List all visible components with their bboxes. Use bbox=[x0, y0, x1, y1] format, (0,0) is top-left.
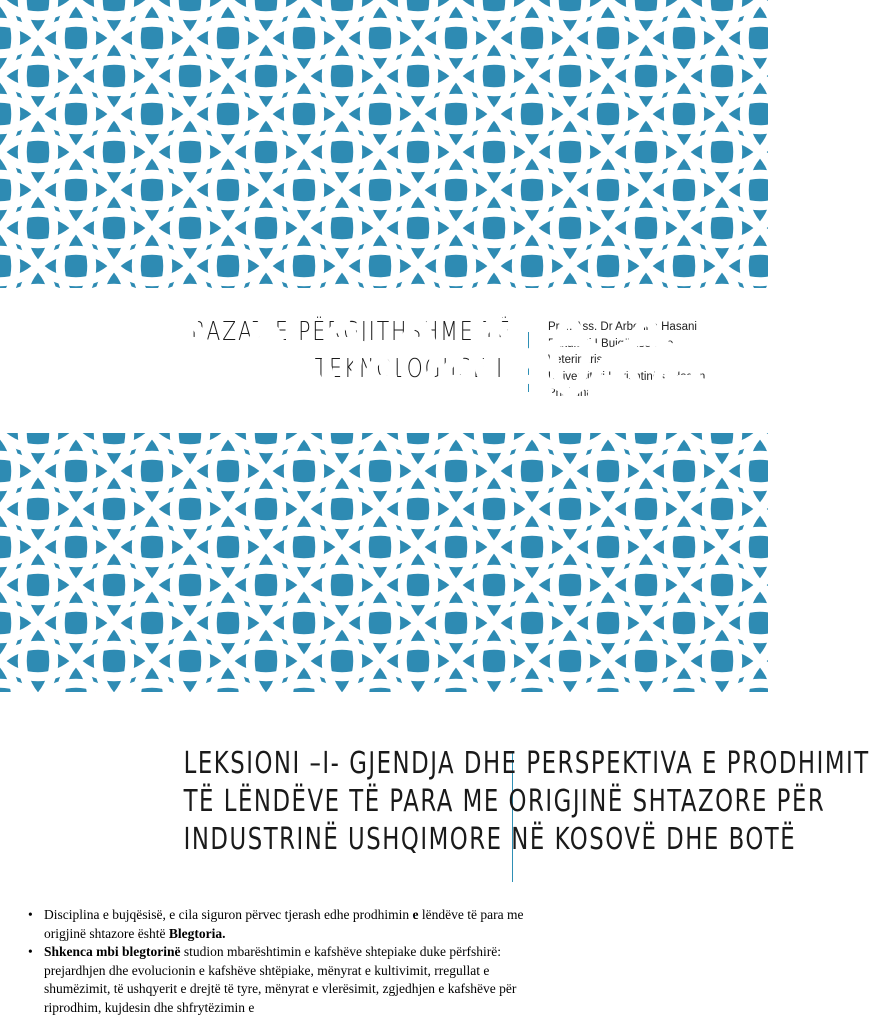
author-line-1: Prof. Ass. Dr Arbenita Hasani bbox=[548, 321, 697, 333]
bullet-item: • Disciplina e bujqësisë, e cila siguron përvec tjerash edhe prodhimin e lëndëve të para me origjinë shtazore është Blegtoria. bbox=[26, 906, 546, 943]
lesson-line-1: LEKSIONI –I- GJENDJA DHE PERSPEKTIVA E PRODHIMIT bbox=[183, 746, 870, 781]
author-line-5: Prishtina: bbox=[548, 387, 596, 399]
title-line-1: BAZAT E PËRGJITHSHME TË bbox=[191, 317, 512, 347]
decorative-pattern-middle bbox=[0, 433, 768, 692]
lesson-line-3: INDUSTRINË USHQIMORE NË KOSOVË DHE BOTË bbox=[183, 822, 797, 857]
bullet-item: • Shkenca mbi blegtorinë studion mbarështimin e kafshëve shtepiake duke përfshirë: prejardhjen dhe evolucionin e kafshëve shtëpiake, mënyrat e kultivimit, rregullat e shumëzimit, të ushqyerit e drejtë të tyre, mënyrat e vlerësimit, zgjedhjen e kafshëve për riprodhim, kujdesin dhe shfrytëzimin e bbox=[26, 943, 546, 1017]
author-line-3: Veterinarisë bbox=[548, 354, 609, 366]
decorative-pattern-top bbox=[0, 0, 768, 288]
author-line-4: Universiteti I Prishtinës “Hasan bbox=[548, 370, 706, 383]
title-line-2: TEKNOLOGJISË II bbox=[314, 354, 512, 384]
author-line-2: Fakulteti I Bujqësisë dhe bbox=[548, 337, 674, 350]
bullet-list bbox=[26, 906, 546, 1017]
lesson-line-2: TË LËNDËVE TË PARA ME ORIGJINË SHTAZORE PËR bbox=[183, 784, 826, 819]
lesson-title bbox=[183, 745, 870, 859]
